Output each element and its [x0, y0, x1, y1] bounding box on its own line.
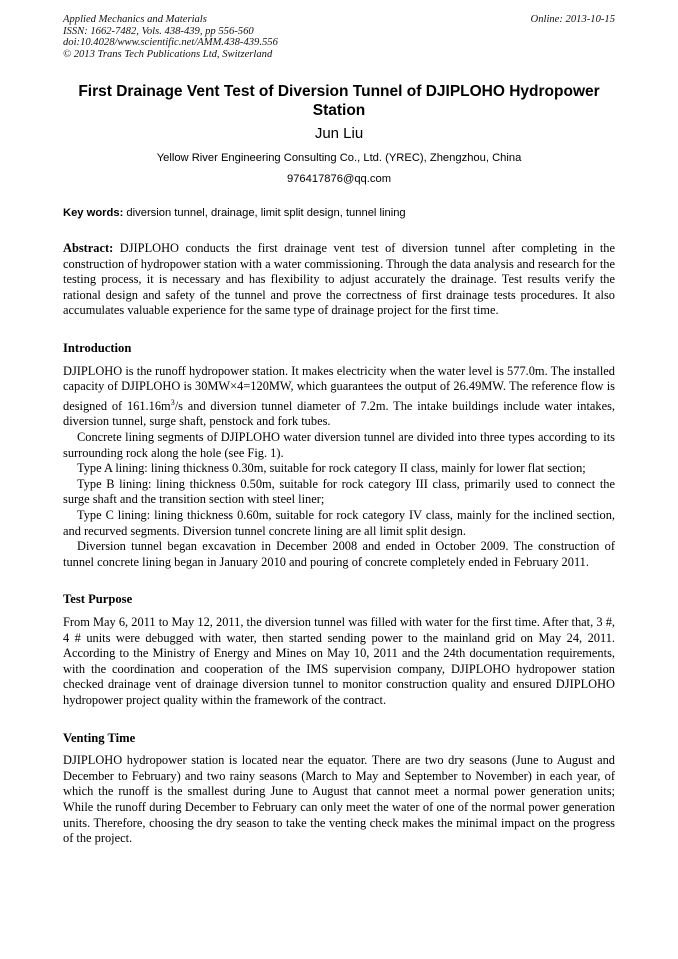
keywords-label: Key words:: [63, 207, 124, 219]
paper-body: [63, 241, 615, 847]
intro-paragraph-4: Type B lining: lining thickness 0.50m, suitable for rock category III class, primarily used to connect the surge shaft and the transition section with steel liner;: [63, 476, 615, 507]
intro-p1-superscript: 3: [170, 397, 175, 407]
journal-header: [63, 14, 615, 60]
intro-paragraph-6: Diversion tunnel began excavation in December 2008 and ended in October 2009. The construction of tunnel concrete lining began in January 2010 and pouring of concrete completely ended in February 2011.: [63, 539, 615, 569]
paper-author: Jun Liu: [314, 125, 364, 142]
keywords: [63, 206, 615, 220]
intro-paragraph-3: Type A lining: lining thickness 0.30m, suitable for rock category II class, mainly for lower flat section;: [77, 461, 586, 476]
intro-paragraph-1: [63, 364, 615, 431]
intro-p1-text-cont: /s and diversion tunnel diameter of 7.2m. The intake buildings include water intakes, diversion tunnel, surge shaft, penstock and fork tubes.: [63, 398, 616, 429]
keywords-text: diversion tunnel, drainage, limit split design, tunnel lining: [126, 207, 406, 219]
abstract-label: Abstract:: [63, 241, 114, 255]
intro-paragraph-2: Concrete lining segments of DJIPLOHO water diversion tunnel are divided into three types according to its surrounding rock along the hole (see Fig. 1).: [63, 430, 615, 460]
intro-paragraph-5: Type C lining: lining thickness 0.60m, suitable for rock category IV class, mainly for the inclined section, and recurved segments. Diversion tunnel concrete lining are all limit split design.: [63, 508, 615, 538]
test-purpose-heading: Test Purpose: [63, 592, 133, 607]
intro-p1-text: DJIPLOHO is the runoff hydropower station. It makes electricity when the water level is 577.0m. The installed capacity of DJIPLOHO is 30MW×4=120MW, which guarantees the output of 26.49MW. The reference flow is designed of 161.16m: [63, 363, 615, 413]
abstract-text: DJIPLOHO conducts the first drainage vent test of diversion tunnel after completing in the construction of hydropower station with a water commissioning. Through the data analysis and research for the testing process, it is necessary and has flexibility to adjust accurately the drainage. Test results verify the rational design and safety of the tunnel and prove the correctness of first drainage tests procedures. It also accumulates valuable experience for the same type of drainage project for the first time.: [63, 241, 615, 318]
journal-name: Applied Mechanics and Materials: [63, 14, 207, 25]
online-date: Online: 2013-10-15: [530, 14, 615, 25]
introduction-heading: Introduction: [63, 340, 132, 355]
journal-issn: ISSN: 1662-7482, Vols. 438-439, pp 556-560: [63, 25, 254, 37]
journal-copyright: © 2013 Trans Tech Publications Ltd, Switzerland: [63, 48, 273, 60]
author-email: 976417876@qq.com: [286, 173, 392, 185]
author-affiliation: Yellow River Engineering Consulting Co., Ltd. (YREC), Zhengzhou, China: [156, 152, 522, 164]
venting-time-paragraph: DJIPLOHO hydropower station is located near the equator. There are two dry seasons (June to August and December to February) and two rainy seasons (March to May and September to November) in each year, of which the runoff is the smallest during June to August that cannot meet a normal power generation units; While the runoff during December to February can only meet the water of one of the normal power generation units. Therefore, choosing the dry season to take the venting check makes the minimal impact on the progress of the project.: [63, 753, 615, 846]
test-purpose-paragraph: From May 6, 2011 to May 12, 2011, the diversion tunnel was filled with water for the first time. After that, 3 #, 4 # units were debugged with water, then started sending power to the mainland grid on May 24, 2011. According to the Ministry of Energy and Mines on May 10, 2011 and the 24th documentation requirements, with the coordination and cooperation of the IMS supervision company, DJIPLOHO hydropower station checked drainage vent of drainage diversion tunnel to monitor construction quality and ensured DJIPLOHO hydropower project quality within the framework of the contract.: [63, 615, 615, 707]
venting-time-heading: Venting Time: [63, 730, 136, 745]
abstract: [63, 241, 615, 319]
journal-doi: doi:10.4028/www.scientific.net/AMM.438-439.556: [63, 37, 278, 49]
paper-title: First Drainage Vent Test of Diversion Tunnel of DJIPLOHO Hydropower Station: [78, 83, 600, 119]
